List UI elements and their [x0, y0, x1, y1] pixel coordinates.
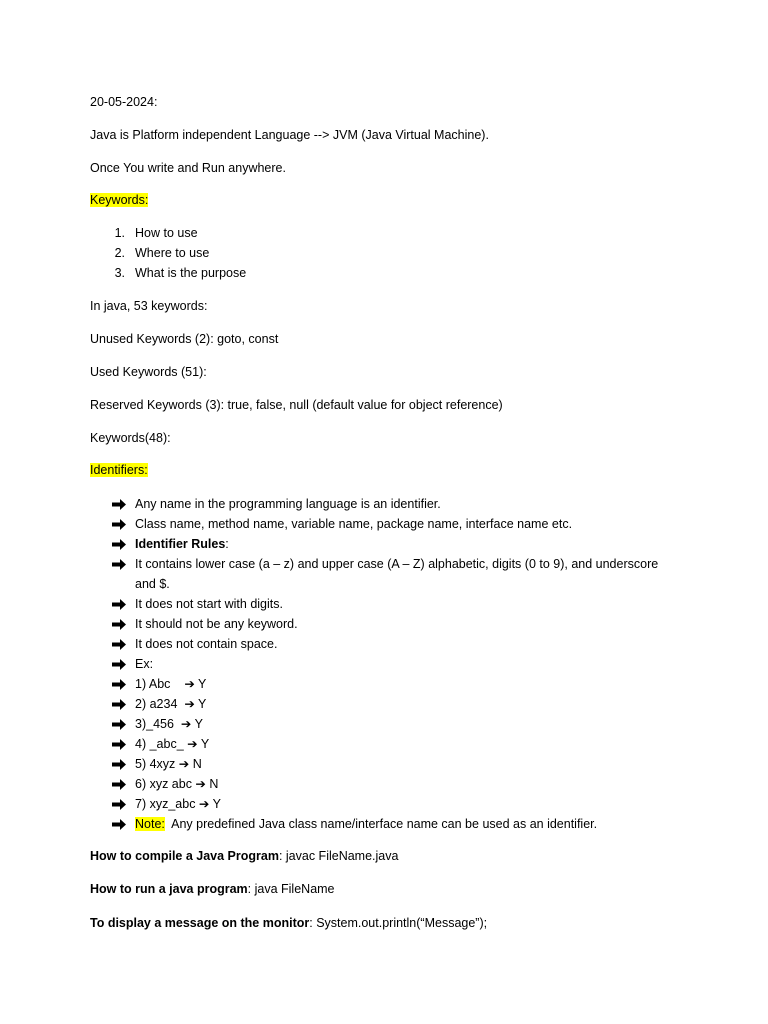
unused-keywords-line: Unused Keywords (2): goto, const [90, 332, 279, 346]
arrow-bullet-icon [111, 717, 127, 732]
arrow-bullet-icon [111, 657, 127, 672]
list-number: 2. [114, 246, 125, 260]
list-item: What is the purpose [135, 266, 247, 280]
arrow-bullet-icon [111, 497, 127, 512]
bullet-item: It contains lower case (a – z) and upper case (A – Z) alphabetic, digits (0 to 9), and underscore [135, 557, 659, 571]
arrow-bullet-icon [111, 697, 127, 712]
note-text: Any predefined Java class name/interface name can be used as an identifier. [164, 817, 598, 831]
display-line [90, 916, 487, 931]
arrow-bullet-icon [111, 537, 127, 552]
run-command: : java FileName [247, 882, 335, 896]
bullet-item: 3)_456 ➔ Y [135, 717, 203, 731]
arrow-bullet-icon [111, 777, 127, 792]
arrow-bullet-icon [111, 637, 127, 652]
arrow-bullet-icon [111, 617, 127, 632]
arrow-bullet-icon [111, 677, 127, 692]
bullet-item: 2) a234 ➔ Y [135, 697, 207, 711]
compile-label: How to compile a Java Program [90, 849, 279, 863]
run-line [90, 882, 335, 897]
arrow-bullet-icon [111, 557, 127, 572]
bullet-item [135, 817, 597, 832]
compile-command: : javac FileName.java [278, 849, 399, 863]
list-item: Where to use [135, 246, 210, 260]
display-command: : System.out.println(“Message”); [309, 916, 488, 930]
used-keywords-line: Used Keywords (51): [90, 365, 207, 379]
bullet-item: Ex: [135, 657, 154, 671]
reserved-keywords-line: Reserved Keywords (3): true, false, null (default value for object reference) [90, 398, 503, 412]
keywords-heading [90, 193, 148, 208]
bullet-item: It does not contain space. [135, 637, 278, 651]
run-label: How to run a java program [90, 882, 248, 896]
bullet-item: 4) _abc_ ➔ Y [135, 737, 210, 751]
arrow-bullet-icon [111, 757, 127, 772]
identifier-rules-label: Identifier Rules [135, 537, 226, 551]
intro-line-1: Java is Platform independent Language --> JVM (Java Virtual Machine). [90, 128, 489, 142]
note-label: Note: [135, 817, 165, 831]
identifiers-heading-text: Identifiers: [90, 463, 148, 477]
bullet-item: 1) Abc ➔ Y [135, 677, 207, 691]
arrow-bullet-icon [111, 817, 127, 832]
arrow-bullet-icon [111, 517, 127, 532]
arrow-bullet-icon [111, 597, 127, 612]
bullet-item [135, 537, 229, 552]
keywords48-line: Keywords(48): [90, 431, 171, 445]
list-item: How to use [135, 226, 198, 240]
list-number: 3. [114, 266, 125, 280]
bullet-item: 5) 4xyz ➔ N [135, 757, 202, 771]
arrow-bullet-icon [111, 797, 127, 812]
bullet-item: Class name, method name, variable name, package name, interface name etc. [135, 517, 573, 531]
identifiers-heading [90, 463, 148, 478]
arrow-bullet-icon [111, 737, 127, 752]
bullet-item: 6) xyz abc ➔ N [135, 777, 219, 791]
identifier-rules-colon: : [225, 537, 229, 551]
keywords-heading-text: Keywords: [90, 193, 149, 207]
date-line: 20-05-2024: [90, 95, 158, 109]
compile-line [90, 849, 398, 864]
bullet-item: Any name in the programming language is an identifier. [135, 497, 441, 511]
bullet-item: 7) xyz_abc ➔ Y [135, 797, 221, 811]
bullet-item: It should not be any keyword. [135, 617, 298, 631]
bullet-item-continuation: and $. [135, 577, 170, 591]
bullet-item: It does not start with digits. [135, 597, 283, 611]
display-label: To display a message on the monitor [90, 916, 310, 930]
keyword-count-line: In java, 53 keywords: [90, 299, 208, 313]
intro-line-2: Once You write and Run anywhere. [90, 161, 286, 175]
list-number: 1. [114, 226, 125, 240]
